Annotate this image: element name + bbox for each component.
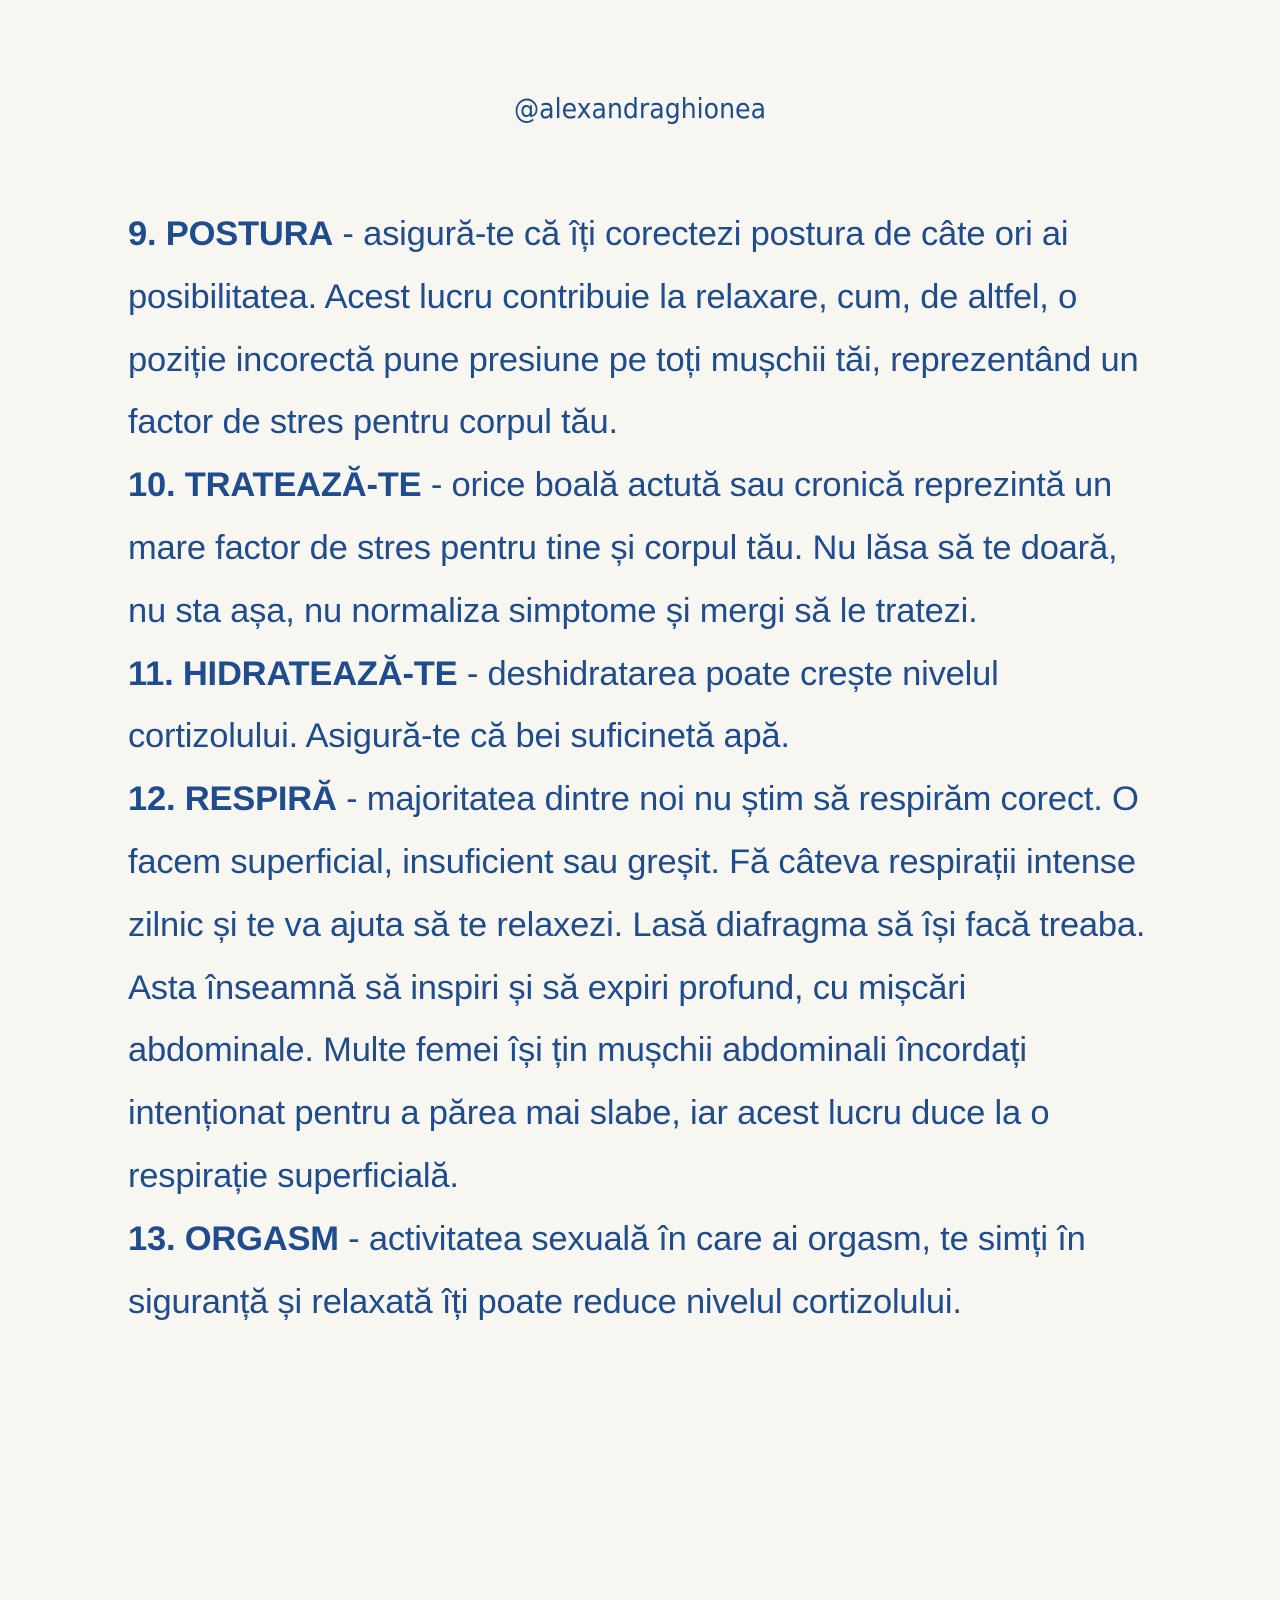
tip-title: 10. TRATEAZĂ-TE (128, 466, 422, 505)
author-handle: @alexandraghionea (513, 92, 766, 125)
tip-title: 11. HIDRATEAZĂ-TE (128, 654, 458, 693)
tips-list (128, 203, 1158, 1333)
tip-text: - activitatea sexuală în care ai orgasm, te simți în siguranță și relaxată îți poate reduce nivelul cortizolului. (128, 1219, 1086, 1321)
tip-text: - orice boală actută sau cronică reprezintă un mare factor de stres pentru tine și corpul tău. Nu lăsa să te doară, nu sta așa, nu normaliza simptome și mergi să le tratezi. (128, 466, 1118, 630)
tip-hidrateaza-te (128, 643, 1158, 769)
tip-orgasm (128, 1208, 1158, 1334)
tip-trateaza-te (128, 454, 1158, 642)
tip-respira (128, 768, 1158, 1208)
tip-title: 13. ORGASM (128, 1219, 339, 1258)
tip-text: - asigură-te că îți corectezi postura de câte ori ai posibilitatea. Acest lucru contribuie la relaxare, cum, de altfel, o poziție incorectă pune presiune pe toți mușchii tăi, reprezentând un factor de stres pentru corpul tău. (128, 215, 1139, 442)
tip-text: - majoritatea dintre noi nu știm să respirăm corect. O facem superficial, insuficient sau greșit. Fă câteva respirații intense zilnic și te va ajuta să te relaxezi. Lasă diafragma să își facă treaba. Asta înseamnă să inspiri și să expiri profund, cu mișcări abdominale. Multe femei își țin mușchii abdominali încordați intenționat pentru a părea mai slabe, iar acest lucru duce la o respirație superficială. (128, 780, 1146, 1195)
tip-title: 9. POSTURA (128, 215, 334, 253)
tip-postura (128, 203, 1158, 454)
tip-text: - deshidratarea poate crește nivelul cortizolului. Asigură-te că bei suficinetă apă. (128, 654, 999, 756)
tip-title: 12. RESPIRĂ (128, 780, 337, 819)
